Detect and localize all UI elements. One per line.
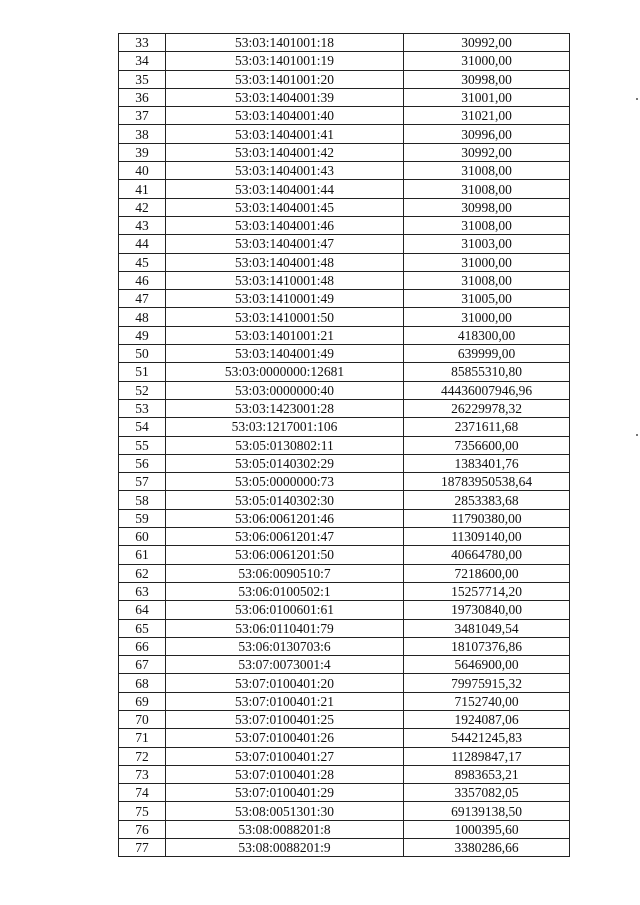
- cadastral-value-cell: 31000,00: [404, 52, 570, 70]
- cadastral-value-cell: 31000,00: [404, 308, 570, 326]
- cadastral-value-cell: 54421245,83: [404, 729, 570, 747]
- cadastral-number-cell: 53:07:0073001:4: [166, 656, 404, 674]
- cadastral-number-cell: 53:03:0000000:12681: [166, 363, 404, 381]
- cadastral-number-cell: 53:03:1404001:41: [166, 125, 404, 143]
- cadastral-value-cell: 31001,00: [404, 88, 570, 106]
- row-number-cell: 72: [119, 747, 166, 765]
- cadastral-number-cell: 53:05:0000000:73: [166, 473, 404, 491]
- cadastral-number-cell: 53:06:0100601:61: [166, 601, 404, 619]
- table-row: [119, 88, 570, 106]
- row-number-cell: 76: [119, 820, 166, 838]
- cadastral-number-cell: 53:03:1217001:106: [166, 418, 404, 436]
- cadastral-number-cell: 53:08:0088201:8: [166, 820, 404, 838]
- table-row: [119, 107, 570, 125]
- cadastral-value-cell: 31008,00: [404, 180, 570, 198]
- table-row: [119, 399, 570, 417]
- cadastral-value-cell: 31008,00: [404, 271, 570, 289]
- cadastral-value-cell: 26229978,32: [404, 399, 570, 417]
- cadastral-number-cell: 53:03:1404001:47: [166, 235, 404, 253]
- row-number-cell: 55: [119, 436, 166, 454]
- table-row: [119, 765, 570, 783]
- table-row: [119, 747, 570, 765]
- row-number-cell: 64: [119, 601, 166, 619]
- row-number-cell: 50: [119, 345, 166, 363]
- cadastral-number-cell: 53:06:0090510:7: [166, 564, 404, 582]
- table-row: [119, 345, 570, 363]
- cadastral-number-cell: 53:05:0130802:11: [166, 436, 404, 454]
- table-row: [119, 253, 570, 271]
- cadastral-value-cell: 7356600,00: [404, 436, 570, 454]
- table-row: [119, 656, 570, 674]
- cadastral-value-cell: 7218600,00: [404, 564, 570, 582]
- table-row: [119, 619, 570, 637]
- row-number-cell: 40: [119, 162, 166, 180]
- table-row: [119, 216, 570, 234]
- table-row: [119, 235, 570, 253]
- cadastral-value-cell: 31008,00: [404, 162, 570, 180]
- cadastral-value-cell: 31021,00: [404, 107, 570, 125]
- cadastral-number-cell: 53:03:1410001:48: [166, 271, 404, 289]
- row-number-cell: 56: [119, 454, 166, 472]
- row-number-cell: 42: [119, 198, 166, 216]
- cadastral-value-cell: 31008,00: [404, 216, 570, 234]
- cadastral-value-cell: 79975915,32: [404, 674, 570, 692]
- cadastral-number-cell: 53:03:1404001:39: [166, 88, 404, 106]
- cadastral-value-cell: 11790380,00: [404, 509, 570, 527]
- table-row: [119, 564, 570, 582]
- cadastral-value-cell: 30998,00: [404, 198, 570, 216]
- cadastral-number-cell: 53:03:1404001:42: [166, 143, 404, 161]
- cadastral-value-cell: 3380286,66: [404, 839, 570, 857]
- row-number-cell: 69: [119, 692, 166, 710]
- row-number-cell: 67: [119, 656, 166, 674]
- cadastral-number-cell: 53:07:0100401:27: [166, 747, 404, 765]
- table-row: [119, 308, 570, 326]
- row-number-cell: 37: [119, 107, 166, 125]
- cadastral-value-cell: 2371611,68: [404, 418, 570, 436]
- row-number-cell: 39: [119, 143, 166, 161]
- row-number-cell: 38: [119, 125, 166, 143]
- row-number-cell: 45: [119, 253, 166, 271]
- row-number-cell: 51: [119, 363, 166, 381]
- cadastral-value-cell: 11309140,00: [404, 528, 570, 546]
- cadastral-value-cell: 31005,00: [404, 290, 570, 308]
- row-number-cell: 36: [119, 88, 166, 106]
- table-row: [119, 509, 570, 527]
- table-row: [119, 363, 570, 381]
- cadastral-value-cell: 1924087,06: [404, 710, 570, 728]
- row-number-cell: 41: [119, 180, 166, 198]
- row-number-cell: 62: [119, 564, 166, 582]
- table-row: [119, 436, 570, 454]
- row-number-cell: 48: [119, 308, 166, 326]
- cadastral-number-cell: 53:05:0140302:30: [166, 491, 404, 509]
- table-row: [119, 326, 570, 344]
- row-number-cell: 70: [119, 710, 166, 728]
- cadastral-value-cell: 69139138,50: [404, 802, 570, 820]
- cadastral-number-cell: 53:07:0100401:21: [166, 692, 404, 710]
- table-row: [119, 637, 570, 655]
- row-number-cell: 68: [119, 674, 166, 692]
- table-row: [119, 198, 570, 216]
- row-number-cell: 44: [119, 235, 166, 253]
- table-row: [119, 601, 570, 619]
- cadastral-number-cell: 53:07:0100401:28: [166, 765, 404, 783]
- cadastral-number-cell: 53:05:0140302:29: [166, 454, 404, 472]
- cadastral-value-cell: 2853383,68: [404, 491, 570, 509]
- row-number-cell: 73: [119, 765, 166, 783]
- table-row: [119, 784, 570, 802]
- cadastral-value-cell: 1383401,76: [404, 454, 570, 472]
- cadastral-number-cell: 53:08:0088201:9: [166, 839, 404, 857]
- table-row: [119, 454, 570, 472]
- cadastral-value-cell: 418300,00: [404, 326, 570, 344]
- table-row: [119, 418, 570, 436]
- cadastral-value-cell: 18107376,86: [404, 637, 570, 655]
- table-body: [119, 34, 570, 857]
- cadastral-value-cell: 31003,00: [404, 235, 570, 253]
- table-row: [119, 710, 570, 728]
- row-number-cell: 75: [119, 802, 166, 820]
- cadastral-value-cell: 19730840,00: [404, 601, 570, 619]
- table-row: [119, 582, 570, 600]
- cadastral-value-cell: 15257714,20: [404, 582, 570, 600]
- cadastral-value-cell: 7152740,00: [404, 692, 570, 710]
- row-number-cell: 65: [119, 619, 166, 637]
- table-row: [119, 125, 570, 143]
- row-number-cell: 63: [119, 582, 166, 600]
- row-number-cell: 54: [119, 418, 166, 436]
- row-number-cell: 34: [119, 52, 166, 70]
- row-number-cell: 66: [119, 637, 166, 655]
- row-number-cell: 46: [119, 271, 166, 289]
- table-row: [119, 528, 570, 546]
- cadastral-number-cell: 53:07:0100401:20: [166, 674, 404, 692]
- table-row: [119, 52, 570, 70]
- cadastral-value-cell: 85855310,80: [404, 363, 570, 381]
- cadastral-value-cell: 40664780,00: [404, 546, 570, 564]
- cadastral-value-cell: 639999,00: [404, 345, 570, 363]
- cadastral-number-cell: 53:03:1404001:44: [166, 180, 404, 198]
- cadastral-number-cell: 53:08:0051301:30: [166, 802, 404, 820]
- cadastral-value-cell: 44436007946,96: [404, 381, 570, 399]
- cadastral-number-cell: 53:03:1401001:19: [166, 52, 404, 70]
- cadastral-number-cell: 53:03:1404001:45: [166, 198, 404, 216]
- cadastral-number-cell: 53:06:0061201:47: [166, 528, 404, 546]
- table-row: [119, 180, 570, 198]
- table-row: [119, 162, 570, 180]
- cadastral-number-cell: 53:03:1410001:49: [166, 290, 404, 308]
- cadastral-value-cell: 1000395,60: [404, 820, 570, 838]
- cadastral-number-cell: 53:07:0100401:29: [166, 784, 404, 802]
- scan-speck: [636, 434, 638, 436]
- row-number-cell: 43: [119, 216, 166, 234]
- row-number-cell: 77: [119, 839, 166, 857]
- row-number-cell: 35: [119, 70, 166, 88]
- row-number-cell: 74: [119, 784, 166, 802]
- table-row: [119, 290, 570, 308]
- table-row: [119, 34, 570, 52]
- table-row: [119, 729, 570, 747]
- table-row: [119, 381, 570, 399]
- row-number-cell: 59: [119, 509, 166, 527]
- cadastral-number-cell: 53:03:1404001:43: [166, 162, 404, 180]
- cadastral-value-cell: 3357082,05: [404, 784, 570, 802]
- cadastral-number-cell: 53:03:1401001:20: [166, 70, 404, 88]
- table-row: [119, 820, 570, 838]
- row-number-cell: 33: [119, 34, 166, 52]
- cadastral-value-cell: 30998,00: [404, 70, 570, 88]
- scan-speck: [636, 98, 638, 100]
- table-row: [119, 491, 570, 509]
- cadastral-number-cell: 53:06:0110401:79: [166, 619, 404, 637]
- row-number-cell: 57: [119, 473, 166, 491]
- cadastral-value-cell: 8983653,21: [404, 765, 570, 783]
- cadastral-number-cell: 53:03:1404001:40: [166, 107, 404, 125]
- cadastral-number-cell: 53:06:0061201:50: [166, 546, 404, 564]
- cadastral-value-cell: 31000,00: [404, 253, 570, 271]
- cadastral-number-cell: 53:07:0100401:25: [166, 710, 404, 728]
- cadastral-number-cell: 53:03:1401001:18: [166, 34, 404, 52]
- cadastral-value-cell: 18783950538,64: [404, 473, 570, 491]
- row-number-cell: 71: [119, 729, 166, 747]
- cadastral-number-cell: 53:06:0061201:46: [166, 509, 404, 527]
- cadastral-value-cell: 11289847,17: [404, 747, 570, 765]
- table-row: [119, 271, 570, 289]
- row-number-cell: 58: [119, 491, 166, 509]
- row-number-cell: 53: [119, 399, 166, 417]
- cadastral-number-cell: 53:03:1423001:28: [166, 399, 404, 417]
- cadastral-number-cell: 53:03:1410001:50: [166, 308, 404, 326]
- table-row: [119, 473, 570, 491]
- table-row: [119, 692, 570, 710]
- cadastral-value-cell: 5646900,00: [404, 656, 570, 674]
- cadastral-value-cell: 3481049,54: [404, 619, 570, 637]
- cadastral-number-cell: 53:06:0130703:6: [166, 637, 404, 655]
- row-number-cell: 61: [119, 546, 166, 564]
- table-row: [119, 839, 570, 857]
- cadastral-value-cell: 30996,00: [404, 125, 570, 143]
- cadastral-number-cell: 53:03:1404001:49: [166, 345, 404, 363]
- cadastral-value-cell: 30992,00: [404, 34, 570, 52]
- cadastral-value-cell: 30992,00: [404, 143, 570, 161]
- cadastral-number-cell: 53:03:0000000:40: [166, 381, 404, 399]
- row-number-cell: 49: [119, 326, 166, 344]
- table-row: [119, 546, 570, 564]
- cadastral-number-cell: 53:07:0100401:26: [166, 729, 404, 747]
- cadastral-number-cell: 53:06:0100502:1: [166, 582, 404, 600]
- table-row: [119, 70, 570, 88]
- cadastral-number-cell: 53:03:1401001:21: [166, 326, 404, 344]
- row-number-cell: 47: [119, 290, 166, 308]
- table-row: [119, 143, 570, 161]
- row-number-cell: 60: [119, 528, 166, 546]
- row-number-cell: 52: [119, 381, 166, 399]
- cadastral-number-cell: 53:03:1404001:48: [166, 253, 404, 271]
- cadastral-number-cell: 53:03:1404001:46: [166, 216, 404, 234]
- table-row: [119, 802, 570, 820]
- cadastral-value-table: [118, 33, 570, 857]
- table-row: [119, 674, 570, 692]
